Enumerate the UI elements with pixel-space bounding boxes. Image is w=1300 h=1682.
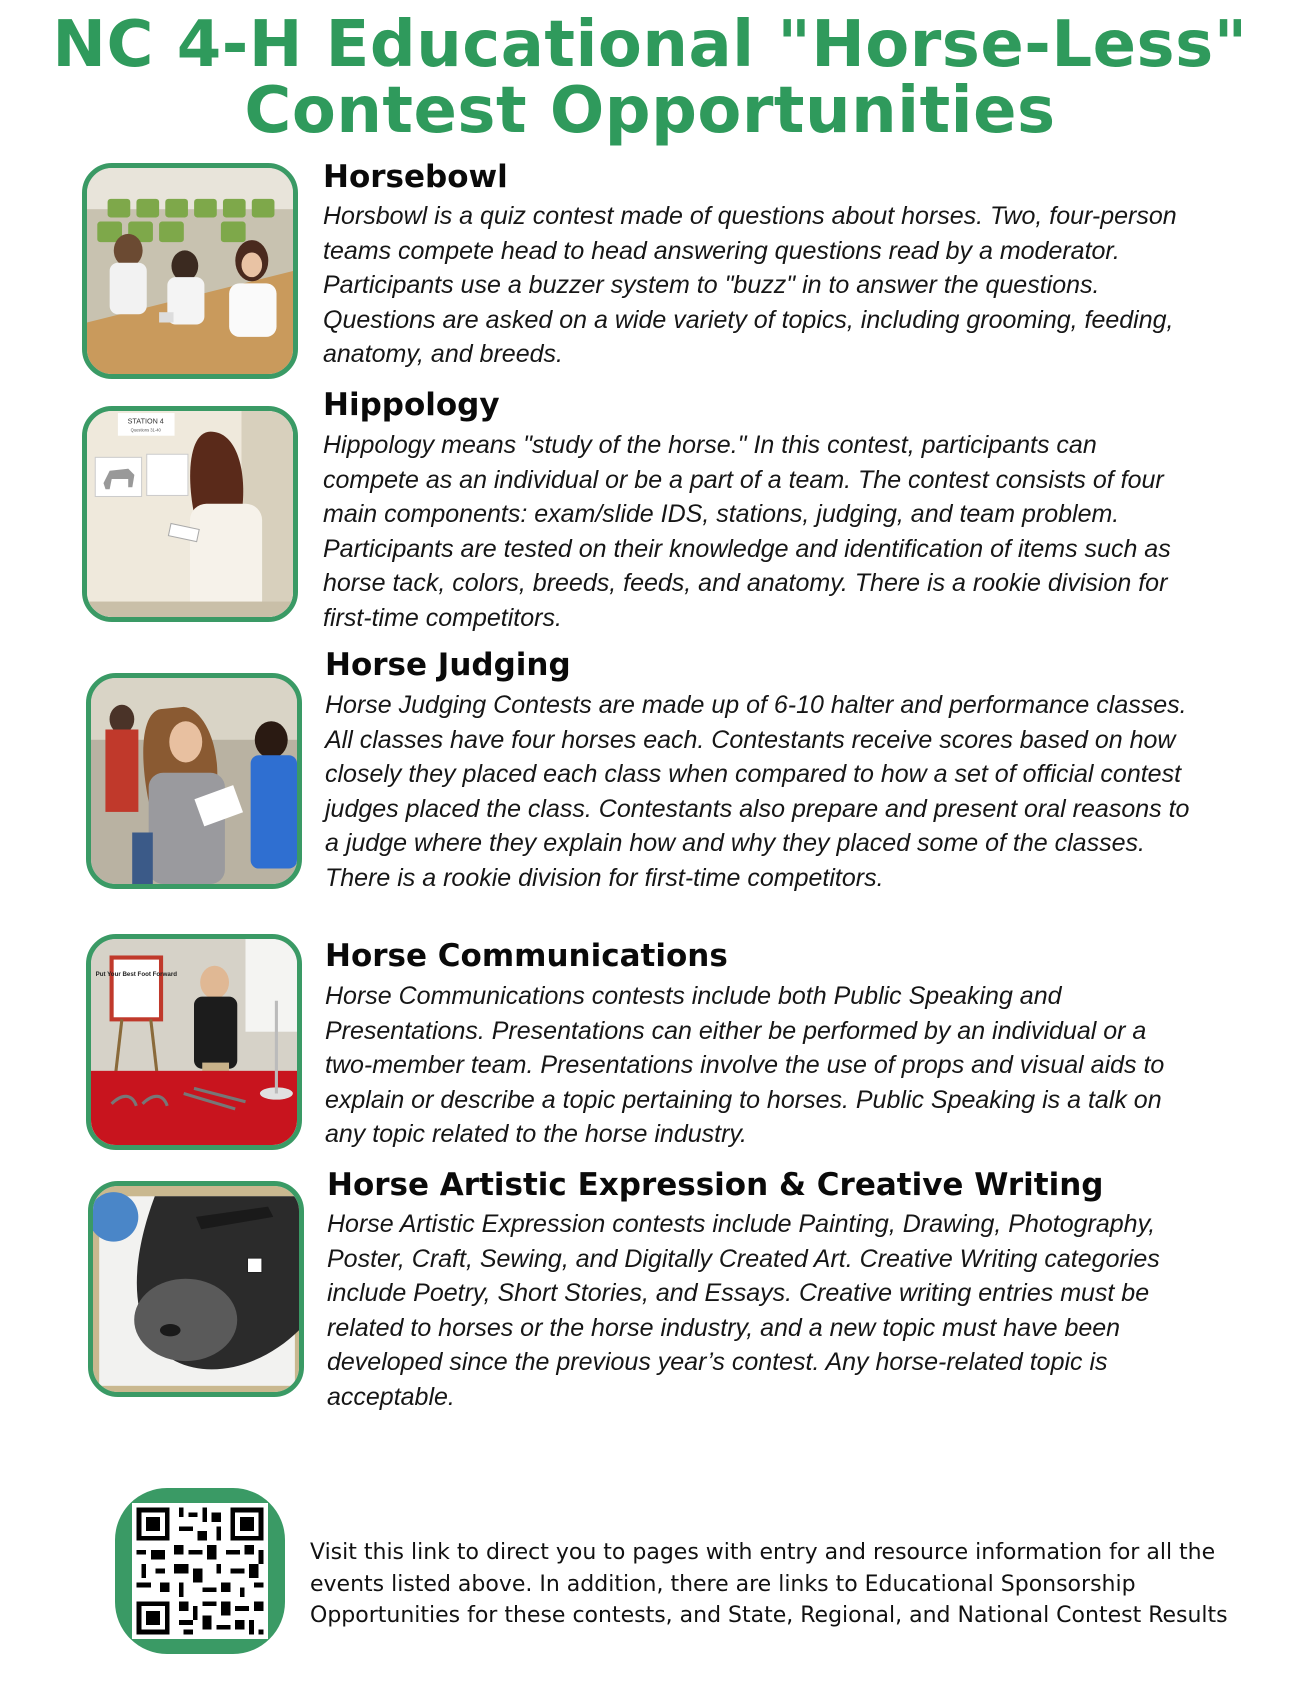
hippology-heading: Hippology: [323, 387, 500, 423]
hippology-sign-subtext: Questions 31-40: [130, 427, 161, 433]
horse-judging-heading: Horse Judging: [325, 647, 571, 683]
qr-code-frame: [115, 1488, 285, 1654]
horse-judging-description: Horse Judging Contests are made up of 6-10 halter and performance classes. All classes have four horses each. Contestants receive scores based on how closely they placed each class when compared to how a set of official contest judges placed the class. Contestants also prepare and present oral reasons to a judge where they explain how and why they placed some of the classes. There is a rookie division for first-time competitors.: [325, 691, 1190, 892]
title-line-1: NC 4-H Educational "Horse-Less": [52, 8, 1248, 82]
horse-communications-heading: Horse Communications: [325, 938, 728, 974]
horse-communications-description: Horse Communications contests include both Public Speaking and Presentations. Presentations can either be performed by an individual or a two-member team. Presentations involve the use of props and visual aids to explain or describe a topic pertaining to horses. Public Speaking is a talk on any topic related to the horse industry.: [325, 982, 1165, 1149]
horsebowl-photo: [82, 163, 298, 379]
hippology-description: Hippology means "study of the horse." In this contest, participants can compete as an individual or be a part of a team. The contest consists of four main components: exam/slide IDS, stations, judging, and team problem. Participants are tested on their knowledge and identification of items such as horse tack, colors, breeds, feeds, and anatomy. There is a rookie division for first-time competitors.: [323, 431, 1171, 632]
horse-communications-photo: [86, 934, 302, 1150]
page-title: [0, 8, 1300, 148]
horsebowl-heading: Horsebowl: [323, 159, 508, 195]
qr-code-icon[interactable]: [132, 1503, 268, 1639]
hippology-sign-text: STATION 4: [127, 416, 164, 426]
title-line-2: Contest Opportunities: [244, 74, 1056, 148]
communications-sign-text: Put Your Best Foot Forward: [95, 971, 178, 979]
footer-text: Visit this link to direct you to pages with entry and resource information for all the events listed above. In addition, there are links to Educational Sponsorship Opportunities for these contests, and State, Regional, and National Contest Results: [310, 1540, 1228, 1628]
artistic-expression-photo: [88, 1181, 304, 1397]
artistic-expression-heading: Horse Artistic Expression & Creative Writing: [327, 1167, 1104, 1203]
artistic-expression-description: Horse Artistic Expression contests include Painting, Drawing, Photography, Poster, Craft, Sewing, and Digitally Created Art. Creative Writing categories include Poetry, Short Stories, and Essays. Creative writing entries must be related to horses or the horse industry, and a new topic must have been developed since the previous year’s contest. Any horse-related topic is acceptable.: [327, 1210, 1160, 1411]
hippology-photo: [82, 406, 298, 622]
horsebowl-description: Horsbowl is a quiz contest made of questions about horses. Two, four-person teams compete head to head answering questions read by a moderator. Participants use a buzzer system to "buzz" in to answer the questions. Questions are asked on a wide variety of topics, including grooming, feeding, anatomy, and breeds.: [323, 202, 1177, 369]
horse-judging-photo: [86, 673, 302, 889]
